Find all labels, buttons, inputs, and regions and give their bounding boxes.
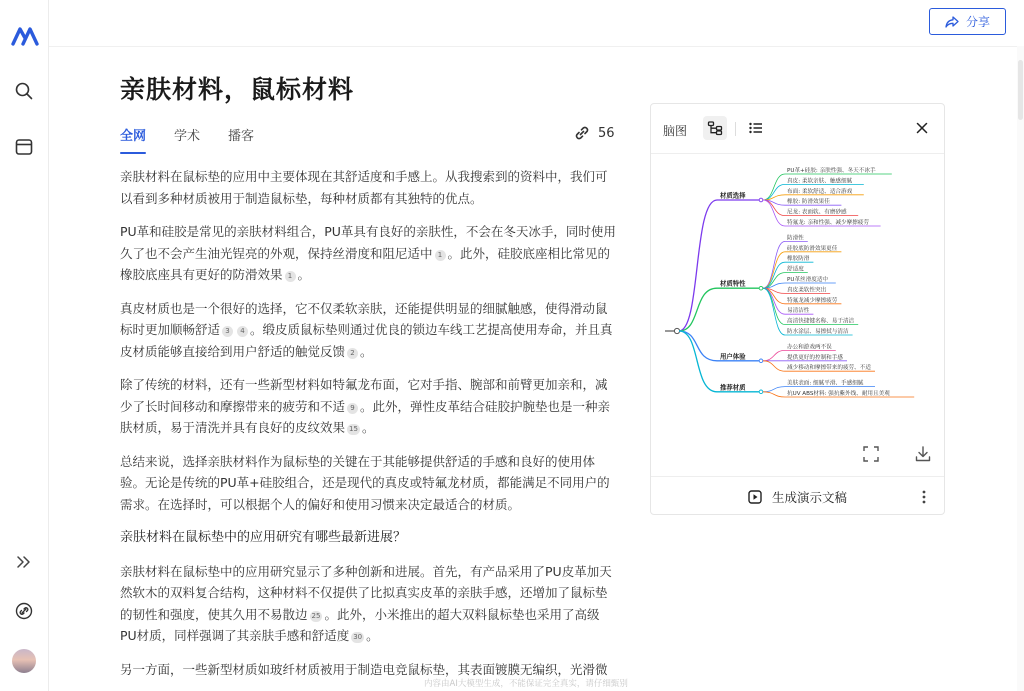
mindmap-branch-label[interactable]: 用户体验	[720, 352, 746, 361]
close-icon	[916, 122, 928, 134]
citation-badge[interactable]: 4	[237, 326, 248, 337]
outline-view-button[interactable]	[744, 116, 768, 140]
mindmap-branch-label[interactable]: 材质选择	[720, 191, 746, 200]
sources-link-count[interactable]	[573, 124, 615, 142]
citation-badge[interactable]: 1	[285, 271, 296, 282]
paragraph-text: 。此外，弹性皮革结合硅胶护腕垫也是一种亲肤材质，易于清洗并具有良好的皮纹效果	[120, 398, 611, 435]
paragraph-text: PU革和硅胶是常见的亲肤材料组合，PU革具有良好的亲肤性，不会在冬天冰手，同时使用久了也不会产生油光锃亮的外观，保持丝滑度和阻尼适中	[120, 224, 616, 261]
mindmap-leaf-label[interactable]: 真皮柔软性突出	[787, 287, 827, 294]
mindmap-branch-label[interactable]: 推荐材质	[720, 383, 746, 392]
paragraph-text: 。此外，小米推出的超大双料鼠标垫也采用了高级PU材质，同样强调了其亲肤手感和舒适度	[120, 606, 600, 643]
mindmap-branch-node[interactable]	[759, 198, 763, 202]
mindmap-leaf-label[interactable]: PU革+硅胶: 亲肤性强、冬天不冰手	[787, 168, 876, 174]
mindmap-leaf-label[interactable]: 真皮: 柔软亲肤、触感细腻	[787, 178, 853, 185]
mindmap-leaf-label[interactable]: 办公和游戏两不误	[787, 344, 832, 351]
user-avatar[interactable]	[12, 649, 36, 673]
mindmap-leaf-label[interactable]: 橡胶: 防滑效果佳	[787, 199, 830, 206]
list-icon	[748, 120, 764, 136]
expand-sidebar-icon[interactable]	[12, 550, 36, 574]
answer-paragraph	[120, 221, 616, 286]
mindmap-leaf-label[interactable]: 布面: 柔软舒适、适合游戏	[787, 188, 853, 195]
mindmap-leaf-label[interactable]: 特氟龙: 亲和性强、减少摩擦疲劳	[787, 220, 869, 226]
paragraph-text: 。缎皮质鼠标垫则通过优良的锁边车线工艺提高使用寿命，并且真皮材质能够直接给到用户舒适的触觉反馈	[120, 322, 613, 359]
scrollbar-track[interactable]	[1017, 46, 1024, 691]
mindmap-branch-label[interactable]: 材质特性	[720, 279, 746, 288]
mindmap-leaf-label[interactable]: PU革丝滑度适中	[787, 277, 829, 283]
paragraph-text: 亲肤材料在鼠标垫的应用中主要体现在其舒适度和手感上。从我搜索到的资料中，我们可以看到多种材质被用于制造鼠标垫，每种材质都有其独特的优点。	[120, 169, 608, 206]
page-title: 亲肤材料，鼠标材料	[120, 75, 355, 104]
mindmap-view-button[interactable]	[703, 116, 727, 140]
paragraph-text: 。	[361, 420, 375, 435]
share-icon	[945, 16, 959, 28]
close-panel-button[interactable]	[910, 116, 934, 140]
mindmap-view-label: 脑图	[663, 124, 688, 138]
mindmap-panel-header	[651, 104, 944, 154]
mindmap-branch-line	[679, 200, 759, 331]
mindmap-leaf-label[interactable]: 提供更好的控制和手感	[787, 354, 843, 361]
citation-badge[interactable]: 1	[435, 250, 446, 261]
mindmap-leaf-label[interactable]: 易清洁性	[787, 308, 810, 315]
link-count: 56	[598, 125, 615, 141]
left-sidebar	[0, 0, 49, 691]
answer-paragraph	[120, 298, 616, 363]
tab-all[interactable]: 全网	[120, 125, 146, 154]
paragraph-text: 。	[297, 267, 311, 282]
ai-disclaimer: 内容由AI大模型生成，不能保证完全真实，请仔细甄别	[424, 679, 628, 689]
paragraph-text: 真皮材质也是一个很好的选择，它不仅柔软亲肤，还能提供明显的细腻触感，使得滑动鼠标时更加顺畅舒适	[120, 300, 608, 337]
app-logo-icon[interactable]	[11, 25, 39, 47]
generate-slides-button[interactable]	[651, 476, 944, 516]
mindmap-leaf-label[interactable]: 美肤表面: 细腻平滑、手感细腻	[787, 380, 864, 387]
citation-badge[interactable]: 9	[347, 403, 358, 414]
citation-badge[interactable]: 30	[353, 633, 363, 641]
paragraph-text: 。此外，硅胶底座相比常见的橡胶底座具有更好的防滑效果	[120, 245, 611, 282]
mindmap-leaf-label[interactable]: 减少移动和摩擦带来的疲劳、不适	[787, 365, 871, 372]
mindmap-panel	[650, 103, 945, 515]
paragraph-text: 亲肤材料在鼠标垫中的应用研究显示了多种创新和进展。首先，有产品采用了PU皮革加天然软木的双料复合结构，这种材料不仅提供了比拟真实皮革的亲肤手感，还增加了鼠标垫的韧性和强度，使其久用不易散边	[120, 563, 612, 622]
answer-paragraph	[120, 374, 616, 439]
answer-body	[120, 166, 616, 691]
mindmap-leaf-label[interactable]: 尼龙: 表面软、有磨砂感	[787, 209, 847, 216]
answer-paragraph	[120, 166, 616, 209]
citation-badge[interactable]: 3	[222, 326, 233, 337]
play-icon	[748, 490, 762, 504]
share-label: 分享	[965, 15, 990, 29]
related-question[interactable]: 亲肤材料在鼠标垫中的应用研究有哪些最新进展？	[120, 530, 407, 545]
answer-paragraph	[120, 451, 616, 516]
mindmap-leaf-label[interactable]: 硅胶底防滑效果更佳	[787, 245, 838, 252]
mindmap-leaf-label[interactable]: 高清快捷键名称、易于清洁	[787, 318, 855, 325]
more-options-icon[interactable]	[922, 489, 926, 508]
generate-slides-label: 生成演示文稿	[771, 489, 847, 505]
answer-paragraph	[120, 561, 616, 647]
mindmap-icon	[707, 120, 723, 136]
mindmap-leaf-label[interactable]: 抗UV ABS材料: 强抗紫外线、耐用且美观	[787, 391, 890, 397]
fullscreen-icon[interactable]	[862, 445, 880, 467]
tab-podcast[interactable]: 播客	[228, 129, 255, 144]
mindmap-branch-line	[679, 331, 759, 361]
top-divider	[49, 46, 1024, 47]
mindmap-toolbar	[651, 440, 944, 476]
share-button[interactable]	[929, 8, 1006, 35]
mindmap-leaf-label[interactable]: 防水涂层、易擦拭与清洁	[787, 329, 849, 335]
mindmap-branch-node[interactable]	[759, 390, 763, 394]
paragraph-text: 总结来说，选择亲肤材料作为鼠标垫的关键在于其能够提供舒适的手感和良好的使用体验。无论是传统的PU革+硅胶组合，还是现代的真皮或特氟龙材质，都能满足不同用户的需求。在选择时，可以根据个人的偏好和使用习惯来决定最适合的材质。	[120, 453, 610, 512]
mindmap-leaf-label[interactable]: 橡胶防滑	[787, 256, 810, 263]
paragraph-text: 。	[366, 628, 379, 643]
download-icon[interactable]	[914, 445, 932, 467]
mindmap-branch-node[interactable]	[759, 286, 763, 290]
mindmap-diagram[interactable]	[663, 166, 935, 446]
mindmap-leaf-label[interactable]: 防滑性	[787, 235, 804, 242]
citation-badge[interactable]: 2	[347, 348, 358, 359]
tab-academic[interactable]: 学术	[174, 129, 201, 144]
link-icon[interactable]	[12, 599, 36, 623]
mindmap-root-node[interactable]	[674, 328, 679, 333]
library-icon[interactable]	[12, 135, 36, 159]
header-separator	[735, 122, 736, 136]
mindmap-leaf-label[interactable]: 特氟龙减少摩擦疲劳	[787, 297, 838, 304]
paragraph-text: 。	[360, 343, 373, 359]
paragraph-text: 另一方面，一些新型材质如玻纤材质被用于制造电竞鼠标垫，其表面镀膜无编织，光滑微	[120, 661, 608, 677]
link-chain-icon	[573, 124, 591, 142]
scrollbar-thumb[interactable]	[1018, 60, 1023, 120]
search-icon[interactable]	[12, 79, 36, 103]
mindmap-branch-node[interactable]	[759, 359, 763, 363]
citation-badge[interactable]: 15	[349, 425, 358, 433]
source-tabs	[120, 125, 254, 154]
mindmap-leaf-label[interactable]: 舒适度	[787, 266, 804, 273]
paragraph-text: 除了传统的材料，还有一些新型材料如特氟龙布面，它对手指、腕部和前臂更加亲和，减少了长时间移动和摩擦带来的疲劳和不适	[120, 377, 608, 414]
citation-badge[interactable]: 25	[311, 611, 321, 620]
